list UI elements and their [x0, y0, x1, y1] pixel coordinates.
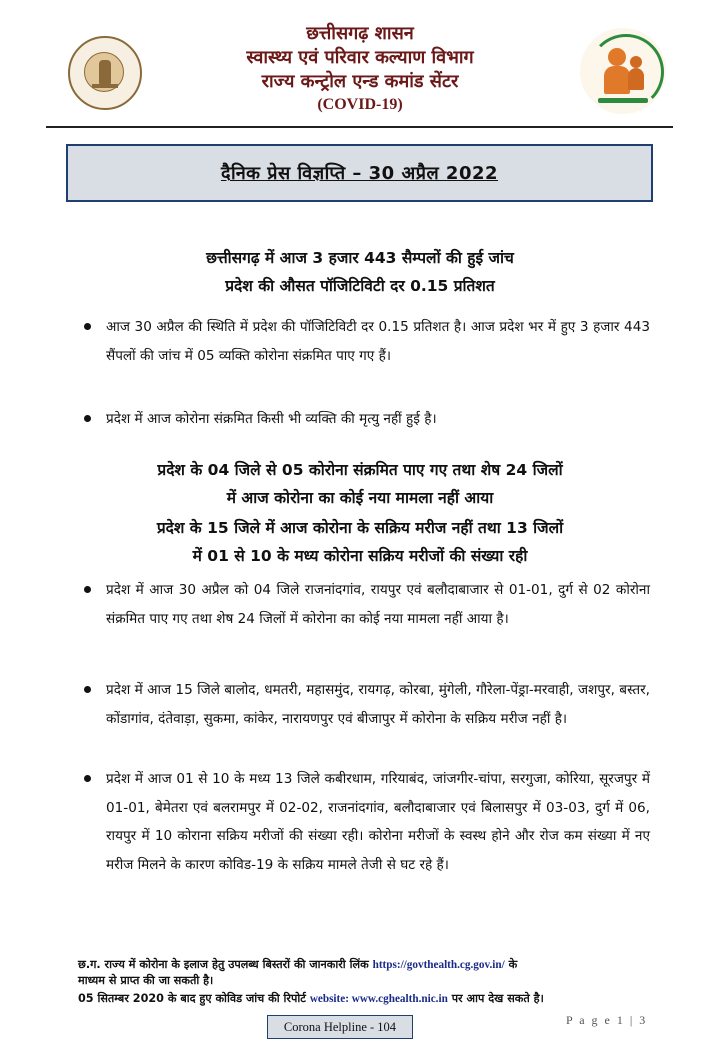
press-release-title: दैनिक प्रेस विज्ञप्ति – 30 अप्रैल 2022: [220, 163, 499, 184]
header-covid-label: (COVID-19): [317, 96, 403, 113]
headline-districts-active: प्रदेश के 15 जिले में आज कोरोना के सक्रिय मरीज नहीं तथा 13 जिलों: [156, 519, 564, 537]
bullet-dot: [84, 323, 91, 330]
bullet-new-cases: [106, 576, 650, 633]
swasth-chhattisgarh-logo: [580, 28, 666, 114]
footer-report-text: 05 सितम्बर 2020 के बाद हुए कोविड जांच की रिपोर्ट: [78, 992, 306, 1005]
footer-report-end: पर आप देख सकते है।: [451, 992, 544, 1005]
bullet-positivity: [106, 313, 650, 370]
headline-positivity: प्रदेश की औसत पॉजिटिविटी दर 0.15 प्रतिशत: [225, 277, 495, 295]
bullet-dot: [84, 415, 91, 422]
press-release-title-box: [66, 144, 653, 202]
bullet-text: प्रदेश में आज 30 अप्रैल को 04 जिले राजनांदगांव, रायपुर एवं बलौदाबाजार से 01-01, दुर्ग से 02 कोरोना संक्रमित पाए गए तथा शेष 24 जिलों में कोरोना का कोई नया मामला नहीं आया है।: [106, 582, 650, 627]
corona-helpline-box: Corona Helpline - 104: [267, 1015, 413, 1039]
page-number: P a g e 1 | 3: [566, 1013, 648, 1027]
beds-link[interactable]: https://govthealth.cg.gov.in/: [372, 959, 505, 971]
header-line-3: राज्य कन्ट्रोल एन्ड कमांड सेंटर: [261, 71, 459, 92]
headline-districts-new: प्रदेश के 04 जिले से 05 कोरोना संक्रमित पाए गए तथा शेष 24 जिलों: [157, 461, 563, 479]
header-line-2: स्वास्थ्य एवं परिवार कल्याण विभाग: [246, 47, 474, 68]
footer-beds-info: [78, 957, 517, 973]
header-line-1: छत्तीसगढ़ शासन: [306, 23, 414, 44]
footer-beds-text: छ.ग. राज्य में कोरोना के इलाज हेतु उपलब्ध बिस्तरों की जानकारी लिंक: [78, 958, 369, 971]
headline-districts-active-cont: में 01 से 10 के मध्य कोरोना सक्रिय मरीजों की संख्या रही: [192, 547, 528, 565]
bullet-dot: [84, 775, 91, 782]
bullet-deaths: [106, 405, 650, 434]
headline-samples: छत्तीसगढ़ में आज 3 हजार 443 सैम्पलों की हुई जांच: [206, 249, 514, 267]
report-website-link[interactable]: website: www.cghealth.nic.in: [309, 993, 448, 1005]
footer-beds-end: के: [508, 958, 518, 971]
bullet-text: प्रदेश में आज कोरोना संक्रमित किसी भी व्यक्ति की मृत्यु नहीं हुई है।: [106, 411, 437, 427]
footer-beds-cont: माध्यम से प्राप्त की जा सकती है।: [78, 974, 214, 987]
headline-districts-new-cont: में आज कोरोना का कोई नया मामला नहीं आया: [226, 489, 494, 507]
bullet-no-active: [106, 676, 650, 733]
footer-report-info: [78, 991, 544, 1007]
bullet-active-counts: [106, 765, 650, 879]
header-divider: [46, 126, 673, 128]
bullet-text: प्रदेश में आज 01 से 10 के मध्य 13 जिले कबीरधाम, गरियाबंद, जांजगीर-चांपा, सरगुजा, कोरिया, सूरजपुर में 01-01, बेमेतरा एवं बलरामपुर में 02-02, राजनांदगांव, बलौदाबाजार एवं बिलासपुर में 03-03, दुर्ग में 06, रायपुर में 10 कोराना सक्रिय मरीजों की संख्या रही। कोरोना मरीजों के स्वस्थ होने और रोज कम संख्या में नए मरीज मिलने के कारण कोविड-19 के सक्रिय मामले तेजी से घट रहे हैं।: [106, 771, 650, 873]
bullet-dot: [84, 586, 91, 593]
bullet-dot: [84, 686, 91, 693]
state-emblem-logo: [68, 36, 142, 110]
bullet-text: आज 30 अप्रैल की स्थिति में प्रदेश की पॉजिटिविटी दर 0.15 प्रतिशत है। आज प्रदेश भर में हुए 3 हजार 443 सैंपलों की जांच में 05 व्यक्ति कोरोना संक्रमित पाए गए हैं।: [106, 319, 650, 364]
bullet-text: प्रदेश में आज 15 जिले बालोद, धमतरी, महासमुंद, रायगढ़, कोरबा, मुंगेली, गौरेला-पेंड्रा-मरवाही, जशपुर, बस्तर, कोंडागांव, दंतेवाड़ा, सुकमा, कांकेर, नारायणपुर एवं बीजापुर में कोरोना के सक्रिय मरीज नहीं है।: [106, 682, 650, 727]
